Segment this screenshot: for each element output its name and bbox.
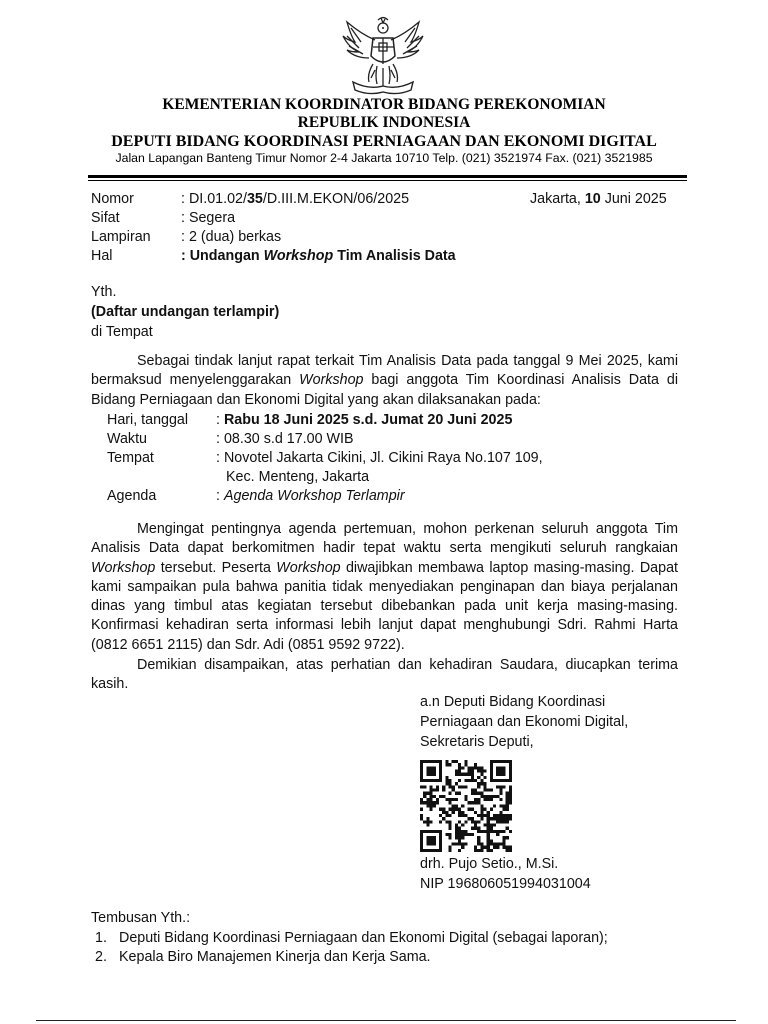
republic-name: REPUBLIK INDONESIA: [297, 114, 471, 131]
agenda-label: Agenda: [107, 488, 157, 504]
sifat-label: Sifat: [91, 210, 120, 226]
cc-text-2: Kepala Biro Manajemen Kinerja dan Kerja Sama.: [119, 949, 431, 965]
letterhead-divider-thin: [88, 180, 687, 181]
garuda-emblem-icon: [339, 16, 427, 96]
nomor-value: : DI.01.02/35/D.III.M.EKON/06/2025: [181, 191, 410, 207]
signatory-nip: NIP 196806051994031004: [420, 876, 591, 892]
sifat-value: : Segera: [181, 210, 236, 226]
recipient-greeting: Yth.: [91, 284, 117, 300]
office-address: Jalan Lapangan Banteng Timur Nomor 2-4 Jakarta 10710 Telp. (021) 3521974 Fax. (021) 3521985: [115, 151, 653, 165]
letter-date: Jakarta, 10 Juni 2025: [530, 191, 667, 207]
lampiran-label: Lampiran: [91, 229, 151, 245]
cc-num-2: 2.: [95, 949, 107, 965]
qr-code-icon: [420, 760, 512, 852]
cc-title: Tembusan Yth.:: [91, 910, 191, 926]
waktu-label: Waktu: [107, 431, 147, 447]
lampiran-value: : 2 (dua) berkas: [181, 229, 282, 245]
ministry-name: KEMENTERIAN KOORDINATOR BIDANG PEREKONOMIAN: [162, 96, 606, 113]
tempat-value-2: Kec. Menteng, Jakarta: [226, 469, 370, 485]
signature-block: [420, 694, 628, 754]
cc-item-1: [95, 930, 608, 946]
waktu-value: : 08.30 s.d 17.00 WIB: [216, 431, 354, 447]
signatory-name: drh. Pujo Setio., M.Si.: [420, 856, 559, 872]
hari-label: Hari, tanggal: [107, 412, 189, 428]
page-bottom-rule: [36, 1020, 736, 1021]
opening-paragraph: Sebagai tindak lanjut rapat terkait Tim Analisis Data pada tanggal 9 Mei 2025, kami bermaksud menyelenggarakan Workshop bagi anggota Tim Koordinasi Analisis Data di Bidang Perniagaan dan Ekonomi Digital yang akan dilaksanakan pada:: [91, 353, 678, 408]
letterhead-divider: [88, 175, 687, 178]
body-paragraph: Mengingat pentingnya agenda pertemuan, mohon perkenan seluruh anggota Tim Analisis Data dapat berkomitmen hadir tepat waktu serta mengikuti seluruh rangkaian Workshop tersebut. Peserta Workshop diwajibkan membawa laptop masing-masing. Dapat kami sampaikan pula bahwa panitia tidak menyediakan penginapan dan biaya perjalanan dinas yang timbul atas kegiatan tersebut dibebankan pada unit kerja masing-masing. Konfirmasi kehadiran serta informasi lebih lanjut dapat menghubungi Sdri. Rahmi Harta (0812 6651 2115) dan Sdr. Adi (0851 9592 9722).: [91, 521, 678, 653]
hal-label: Hal: [91, 248, 113, 264]
cc-num-1: 1.: [95, 930, 107, 946]
cc-item-2: [95, 949, 431, 965]
deputy-name: DEPUTI BIDANG KOORDINASI PERNIAGAAN DAN EKONOMI DIGITAL: [111, 133, 657, 150]
signature-line1: a.n Deputi Bidang Koordinasi: [420, 694, 606, 710]
agenda-value: : Agenda Workshop Terlampir: [216, 488, 405, 504]
recipient-list: (Daftar undangan terlampir): [91, 304, 280, 320]
nomor-label: Nomor: [91, 191, 134, 207]
hari-value: : Rabu 18 Juni 2025 s.d. Jumat 20 Juni 2025: [216, 412, 513, 428]
tempat-label: Tempat: [107, 450, 154, 466]
recipient-place: di Tempat: [91, 324, 153, 340]
signature-line3: Sekretaris Deputi,: [420, 734, 534, 750]
cc-text-1: Deputi Bidang Koordinasi Perniagaan dan Ekonomi Digital (sebagai laporan);: [119, 930, 608, 946]
signature-line2: Perniagaan dan Ekonomi Digital,: [420, 714, 629, 730]
hal-value: : Undangan Workshop Tim Analisis Data: [181, 248, 456, 264]
closing-paragraph: Demikian disampaikan, atas perhatian dan kehadiran Saudara, diucapkan terima kasih.: [91, 657, 678, 693]
tempat-value: : Novotel Jakarta Cikini, Jl. Cikini Raya No.107 109,: [216, 450, 543, 466]
